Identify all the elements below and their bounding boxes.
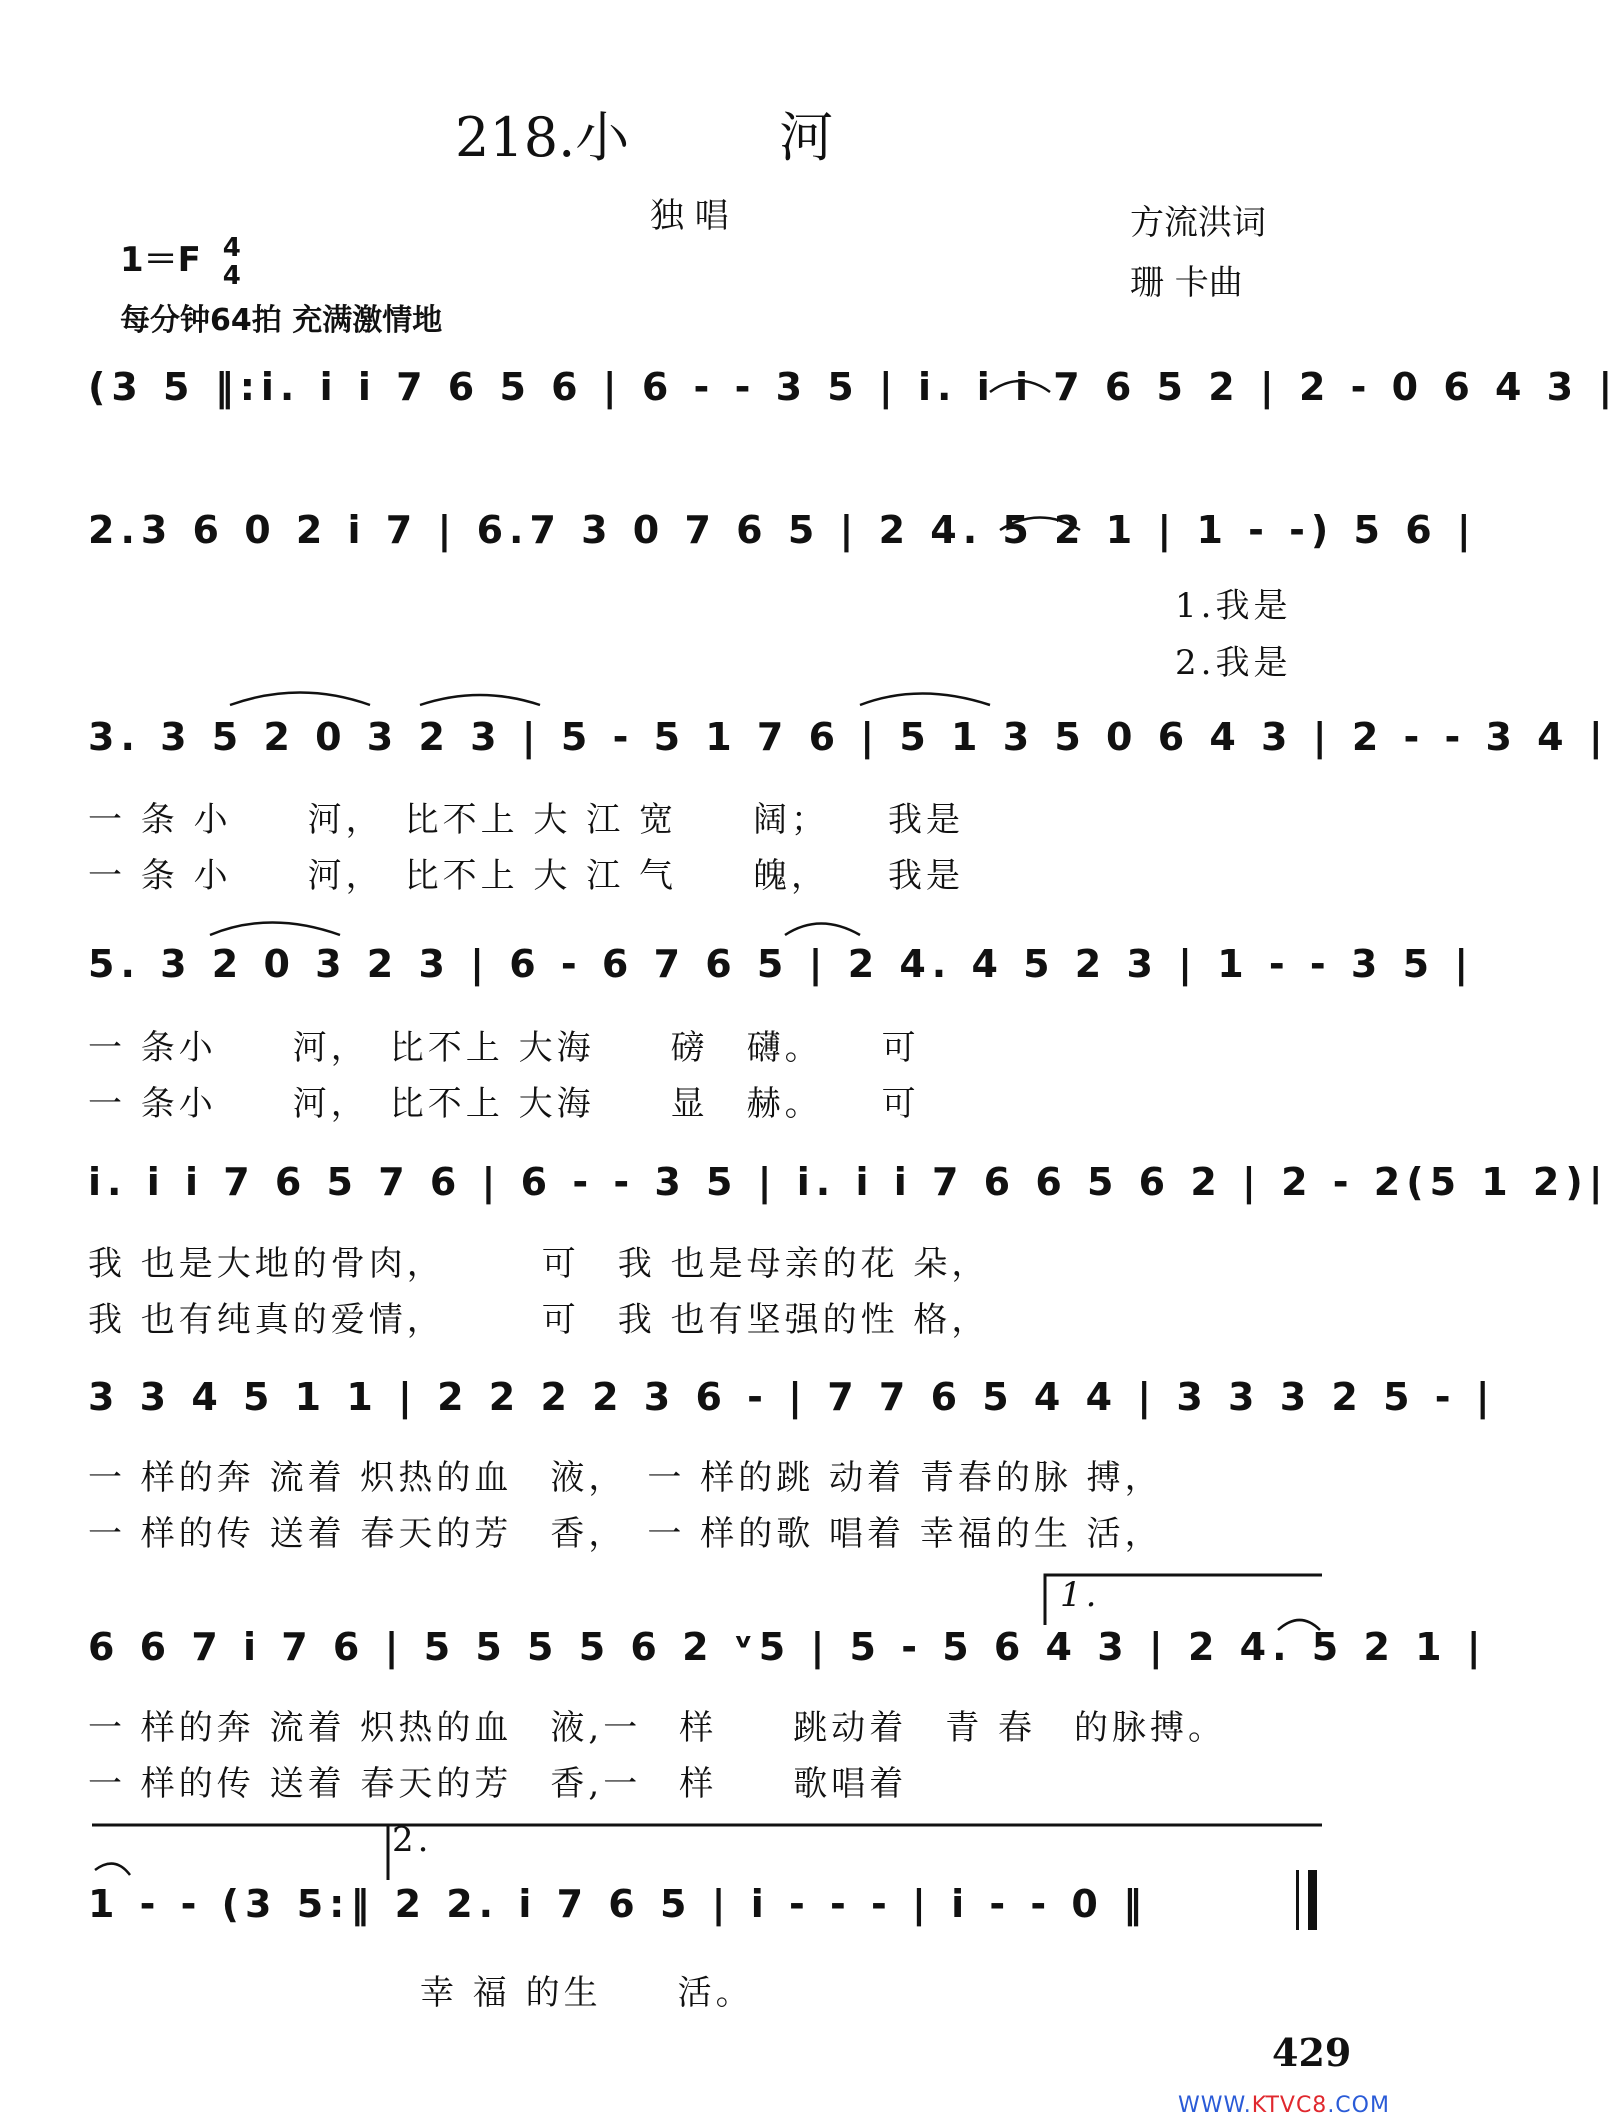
song-number: 218. <box>455 106 576 169</box>
verse-marker-2: 2.我是 <box>1175 643 1292 683</box>
slur <box>1000 518 1080 531</box>
watermark-part-1: WWW. <box>1178 2093 1252 2118</box>
notation-line-7: 6 6 7 i 7 6 | 5 5 5 5 6 2 ᵛ5 | 5 - 5 6 4 3 | 2 4. 5 2 1 | <box>88 1625 1487 1669</box>
slur <box>1278 1620 1320 1630</box>
final-barline <box>1308 1870 1317 1930</box>
lyric-line-4b: 一 条小 河， 比不上 大海 显 赫。 可 <box>88 1084 920 1124</box>
slur <box>230 693 370 706</box>
lyric-line-5a: 我 也是大地的骨肉， 可 我 也是母亲的花 朵， <box>88 1244 990 1284</box>
notation-line-3: 3. 3 5 2 0 3 2 3 | 5 - 5 1 7 6 | 5 1 3 5 0 6 4 3 | 2 - - 3 4 | <box>88 715 1609 759</box>
notation-line-8: 1 - - (3 5:‖ 2 2. i 7 6 5 | i - - - | i - - 0 ‖ <box>88 1882 1149 1926</box>
watermark-part-2: KTVC8 <box>1251 2093 1328 2118</box>
notation-line-2: 2.3 6 0 2 i 7 | 6.7 3 0 7 6 5 | 2 4. 5 2 1 | 1 - -) 5 6 | <box>88 508 1477 552</box>
slur <box>990 381 1050 392</box>
title-char-1: 小 <box>575 106 630 169</box>
performance-style: 独 唱 <box>650 196 729 236</box>
lyricist-credit: 方流洪词 <box>1130 203 1266 243</box>
lyric-line-6b: 一 样的传 送着 春天的芳 香， 一 样的歌 唱着 幸福的生 活， <box>88 1514 1163 1554</box>
lyric-line-8: 幸 福 的生 活。 <box>420 1973 754 2013</box>
notation-line-6: 3 3 4 5 1 1 | 2 2 2 2 3 6 - | 7 7 6 5 4 4 | 3 3 3 2 5 - | <box>88 1375 1496 1419</box>
final-barline-thin <box>1296 1870 1299 1930</box>
slur <box>420 695 540 705</box>
page-number: 429 <box>1272 2030 1352 2075</box>
time-bottom: 4 <box>222 260 241 291</box>
key-label: 1＝F <box>120 240 201 280</box>
lyric-line-7a: 一 样的奔 流着 炽热的血 液,一 样 跳动着 青 春 的脉搏。 <box>88 1708 1227 1748</box>
slur <box>210 923 340 936</box>
volta-1-bracket <box>1045 1575 1322 1625</box>
notation-line-5: i. i i 7 6 5 7 6 | 6 - - 3 5 | i. i i 7 6 6 5 6 2 | 2 - 2(5 1 2)| <box>88 1160 1609 1204</box>
slur <box>95 1864 130 1875</box>
time-top: 4 <box>222 232 241 263</box>
tempo-marking: 每分钟64拍 充满激情地 <box>120 303 443 338</box>
lyric-line-6a: 一 样的奔 流着 炽热的血 液， 一 样的跳 动着 青春的脉 搏， <box>88 1458 1163 1498</box>
verse-marker-1: 1.我是 <box>1175 586 1292 626</box>
lyric-line-7b: 一 样的传 送着 春天的芳 香,一 样 歌唱着 <box>88 1764 908 1804</box>
lyric-line-4a: 一 条小 河， 比不上 大海 磅 礴。 可 <box>88 1028 920 1068</box>
lyric-line-3a: 一 条 小 河， 比不上 大 江 宽 阔； 我是 <box>88 800 965 840</box>
volta-2-label: 2. <box>392 1820 433 1860</box>
notation-line-1: (3 5 ‖:i. i i 7 6 5 6 | 6 - - 3 5 | i. i i 7 6 5 2 | 2 - 0 6 4 3 | <box>88 365 1618 409</box>
lyric-line-5b: 我 也有纯真的爱情， 可 我 也有坚强的性 格， <box>88 1300 990 1340</box>
title-char-2: 河 <box>779 106 834 169</box>
watermark-part-3: .COM <box>1327 2093 1390 2118</box>
lyric-line-3b: 一 条 小 河， 比不上 大 江 气 魄， 我是 <box>88 856 965 896</box>
volta-1-label: 1. <box>1060 1575 1101 1615</box>
notation-line-4: 5. 3 2 0 3 2 3 | 6 - 6 7 6 5 | 2 4. 4 5 2 3 | 1 - - 3 5 | <box>88 942 1475 986</box>
composer-credit: 珊 卡曲 <box>1130 263 1243 303</box>
watermark <box>1178 2093 1390 2118</box>
slur <box>860 694 990 706</box>
slur <box>785 924 860 936</box>
